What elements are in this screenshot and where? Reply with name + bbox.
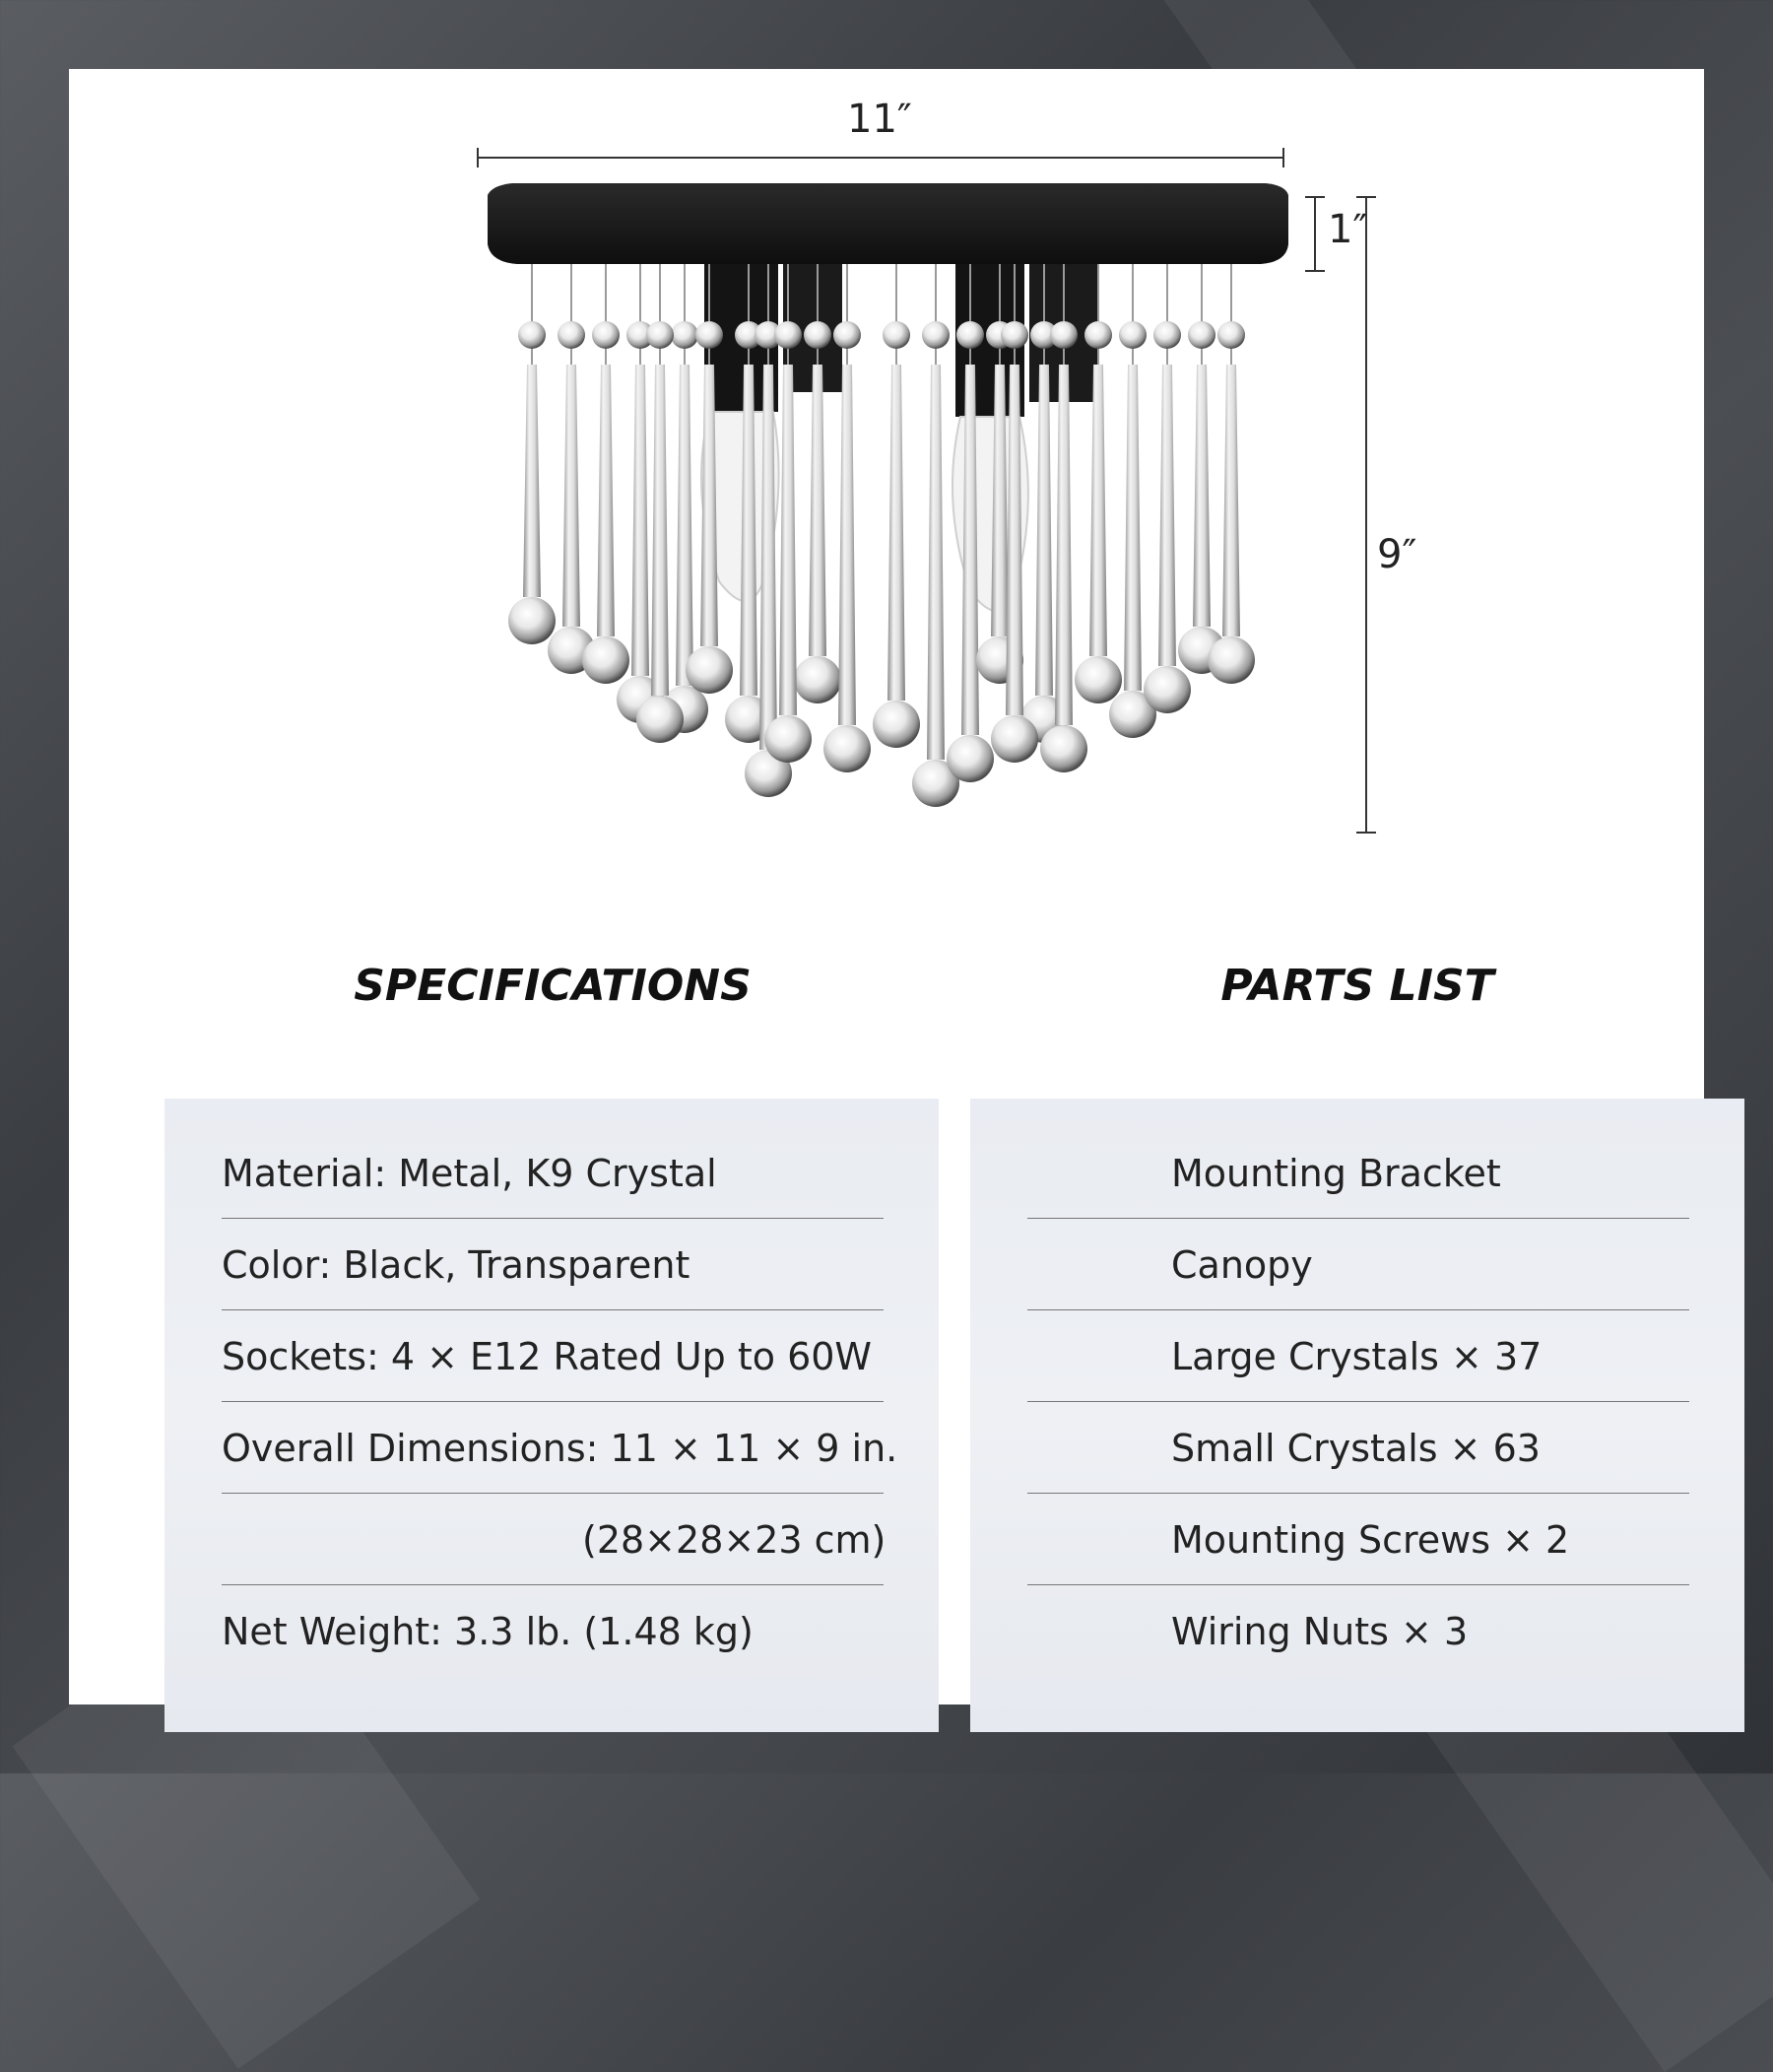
large-crystal [991, 715, 1038, 763]
crystal-teardrop-stem [1193, 365, 1211, 627]
small-crystal [1084, 321, 1112, 349]
width-dimension-label: 11″ [847, 97, 912, 142]
part-text: Wiring Nuts × 3 [1171, 1610, 1469, 1653]
spec-text: (28×28×23 cm) [582, 1517, 886, 1562]
spec-text: Overall Dimensions: 11 × 11 × 9 in. [222, 1426, 898, 1470]
crystal-teardrop-stem [809, 365, 826, 656]
crystal-teardrop-stem [838, 365, 856, 725]
crystal-teardrop-stem [631, 365, 649, 676]
canopy-height-label: 1″ [1328, 207, 1368, 252]
spec-text: Net Weight: 3.3 lb. (1.48 kg) [222, 1610, 754, 1653]
spec-row [222, 1403, 898, 1494]
product-card [69, 69, 1704, 1704]
small-crystal [671, 321, 698, 349]
canopy-plate [488, 183, 1288, 264]
total-height-dimension-line [1356, 197, 1376, 833]
large-crystal [686, 646, 733, 694]
large-crystal [1040, 725, 1087, 772]
crystal-teardrop-stem [597, 365, 615, 636]
small-crystal [774, 321, 802, 349]
large-crystal [1075, 656, 1122, 703]
crystal-teardrop-stem [1158, 365, 1176, 666]
part-text: Mounting Bracket [1171, 1151, 1501, 1195]
part-row [1027, 1586, 1689, 1677]
part-row [1027, 1311, 1689, 1402]
small-crystal [592, 321, 620, 349]
width-dimension-line [478, 148, 1283, 167]
part-row [1027, 1220, 1689, 1310]
large-crystal [947, 735, 994, 782]
small-crystal [1050, 321, 1078, 349]
crystal-teardrop-stem [1222, 365, 1240, 636]
crystal-teardrop-stem [676, 365, 693, 686]
small-crystal [804, 321, 831, 349]
spec-row [222, 1495, 884, 1585]
specifications-title: SPECIFICATIONS [354, 961, 752, 1011]
large-crystal [823, 725, 871, 772]
total-height-label: 9″ [1377, 532, 1417, 577]
spec-row [222, 1128, 884, 1219]
large-crystal [1144, 666, 1191, 713]
crystal-teardrop-stem [562, 365, 580, 627]
small-crystal [956, 321, 984, 349]
crystal-teardrop-stem [651, 365, 669, 696]
specifications-panel [164, 1099, 939, 1732]
spec-text: Sockets: 4 × E12 Rated Up to 60W [222, 1334, 872, 1378]
spec-text: Color: Black, Transparent [222, 1242, 690, 1287]
small-crystal [1188, 321, 1215, 349]
crystal-teardrop-stem [887, 365, 905, 701]
part-text: Small Crystals × 63 [1171, 1426, 1541, 1470]
parts-list-panel [970, 1099, 1744, 1732]
crystal-teardrop-stem [1035, 365, 1053, 696]
large-crystal [873, 701, 920, 748]
crystal-teardrop-stem [1089, 365, 1107, 656]
part-row [1027, 1128, 1689, 1219]
chandelier-illustration [69, 69, 1704, 857]
crystal-teardrop-stem [523, 365, 541, 597]
part-text: Large Crystals × 37 [1171, 1334, 1543, 1378]
small-crystal [558, 321, 585, 349]
large-crystal [794, 656, 841, 703]
small-crystal [1217, 321, 1245, 349]
crystal-teardrop-stem [927, 365, 945, 760]
crystal-teardrop-stem [779, 365, 797, 715]
crystal-teardrop-stem [1055, 365, 1073, 725]
spec-text: Material: Metal, K9 Crystal [222, 1151, 717, 1195]
spec-row [222, 1311, 884, 1402]
small-crystal [883, 321, 910, 349]
part-row [1027, 1495, 1689, 1585]
crystal-teardrop-stem [1124, 365, 1142, 691]
parts-list-title: PARTS LIST [1220, 961, 1494, 1011]
spec-row [222, 1586, 884, 1677]
canopy-height-dimension-line [1305, 197, 1325, 271]
part-text: Mounting Screws × 2 [1171, 1517, 1570, 1562]
fixture-diagram [69, 69, 1704, 857]
small-crystal [1119, 321, 1147, 349]
small-crystal [922, 321, 950, 349]
small-crystal [1153, 321, 1181, 349]
small-crystal [695, 321, 723, 349]
large-crystal [764, 715, 812, 763]
part-text: Canopy [1171, 1242, 1313, 1287]
large-crystal [1208, 636, 1255, 684]
crystal-strands [508, 264, 1255, 807]
small-crystal [646, 321, 674, 349]
large-crystal [636, 696, 684, 743]
small-crystal [833, 321, 861, 349]
small-crystal [1001, 321, 1028, 349]
large-crystal [582, 636, 629, 684]
spec-row [222, 1220, 884, 1310]
part-row [1027, 1403, 1689, 1494]
small-crystal [518, 321, 546, 349]
large-crystal [508, 597, 556, 644]
